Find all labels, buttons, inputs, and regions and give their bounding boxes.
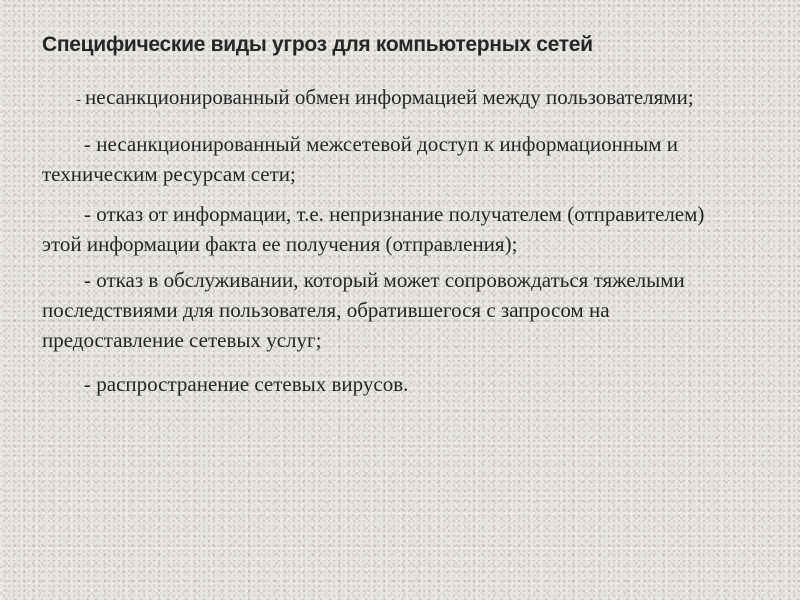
item-dash: - (84, 132, 91, 156)
threat-item-5 (42, 369, 742, 399)
slide-title: Специфические виды угроз для компьютерных сетей (42, 33, 593, 56)
threat-item-text: отказ в обслуживании, который может сопровождаться тяжелыми последствиями для пользователя, обратившегося с запросом на предоставление сетевых услуг; (42, 268, 685, 352)
threat-item-text: несанкционированный межсетевой доступ к информационным и техническим ресурсам сети; (42, 132, 678, 186)
threat-item-1 (42, 82, 742, 115)
threat-item-2 (42, 129, 742, 189)
item-dash: - (76, 92, 81, 108)
item-dash: - (84, 202, 91, 226)
threat-list (42, 82, 742, 399)
threat-item-text: несанкционированный обмен информацией между пользователями; (85, 85, 694, 109)
threat-item-text: распространение сетевых вирусов. (96, 372, 409, 396)
threat-item-text: отказ от информации, т.е. непризнание получателем (отправителем) этой информации факта ее получения (отправления); (42, 202, 705, 256)
item-dash: - (84, 372, 91, 396)
threat-item-4 (42, 265, 742, 355)
threat-item-3 (42, 199, 742, 259)
item-dash: - (84, 268, 91, 292)
